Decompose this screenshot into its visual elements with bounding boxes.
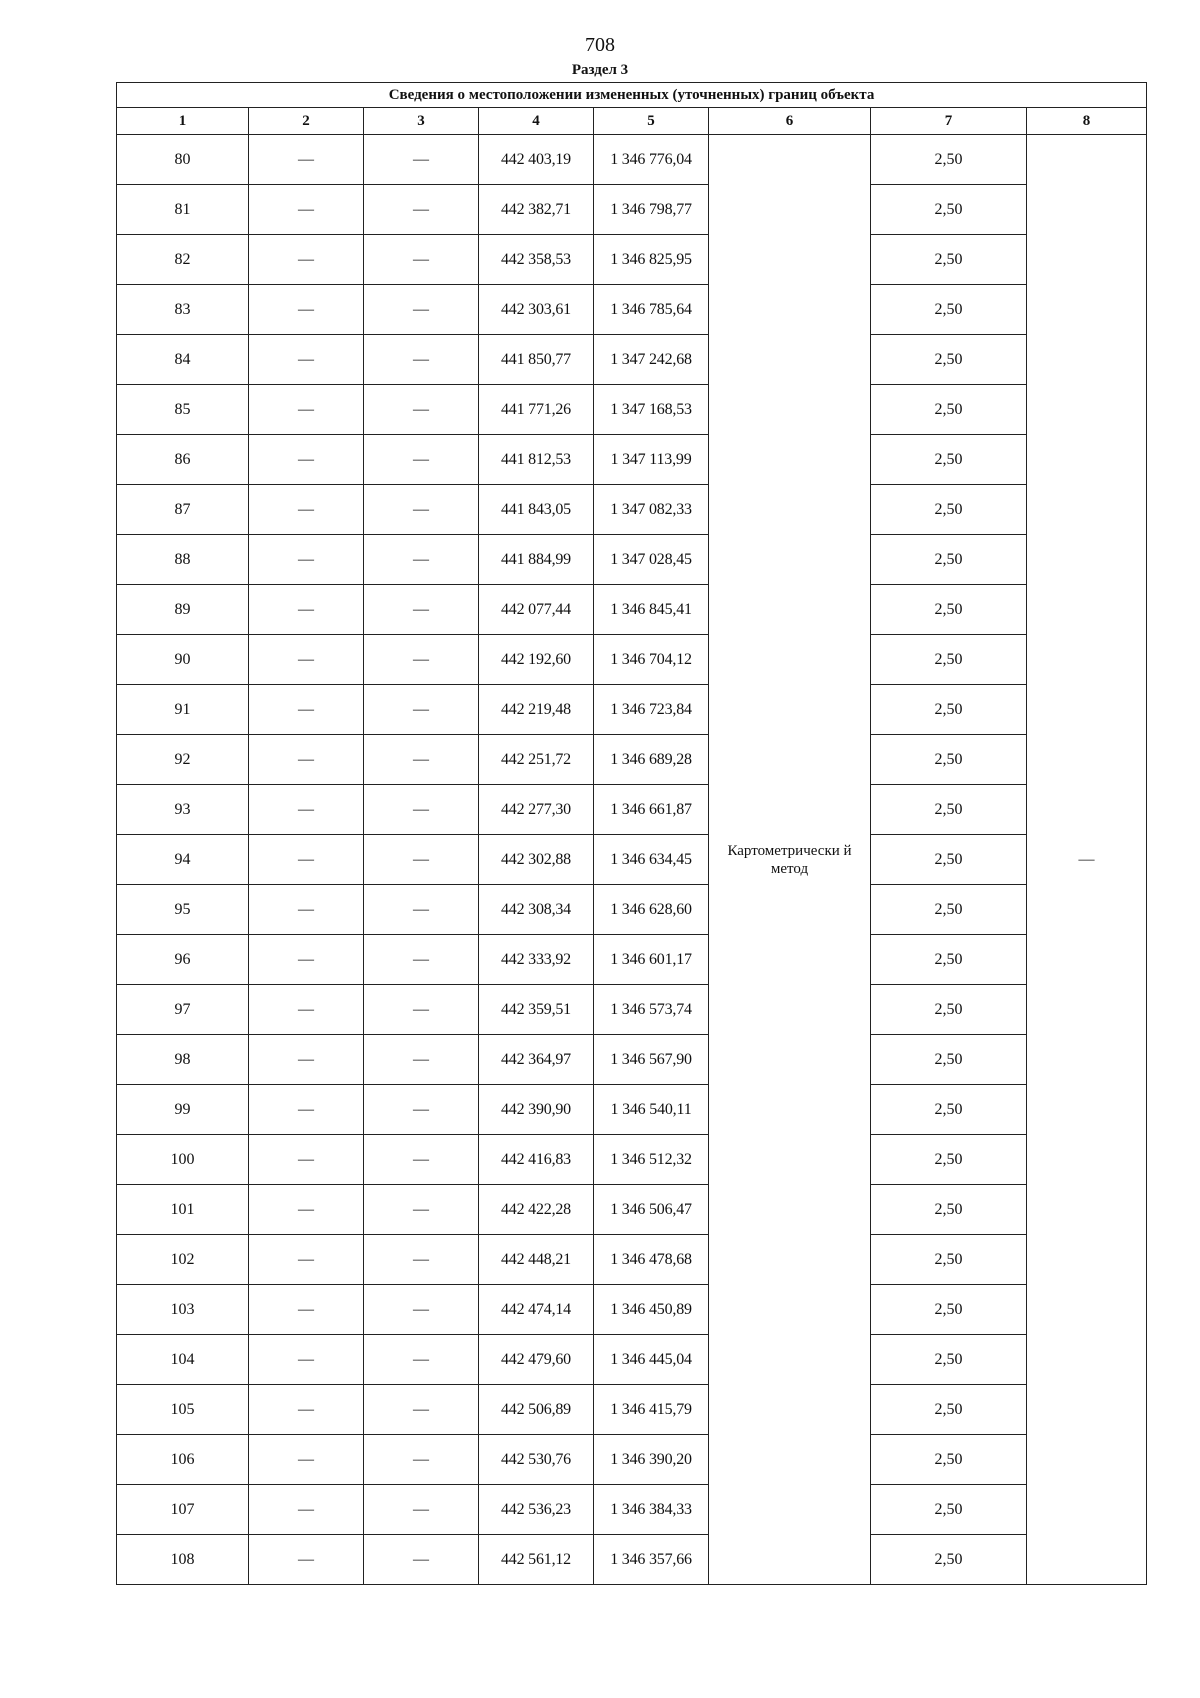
precision-cell: 2,50 bbox=[871, 685, 1027, 735]
precision-cell: 2,50 bbox=[871, 835, 1027, 885]
column-3-cell: — bbox=[364, 1485, 479, 1535]
column-3-cell: — bbox=[364, 385, 479, 435]
precision-cell: 2,50 bbox=[871, 1085, 1027, 1135]
table-row bbox=[117, 1035, 1147, 1085]
column-3-cell: — bbox=[364, 335, 479, 385]
column-3-cell: — bbox=[364, 285, 479, 335]
column-2-cell: — bbox=[249, 485, 364, 535]
point-number-cell: 98 bbox=[117, 1035, 249, 1085]
y-coordinate-cell: 1 346 661,87 bbox=[594, 785, 709, 835]
point-number-cell: 81 bbox=[117, 185, 249, 235]
column-header-3: 3 bbox=[364, 108, 479, 135]
y-coordinate-cell: 1 346 785,64 bbox=[594, 285, 709, 335]
table-row bbox=[117, 285, 1147, 335]
y-coordinate-cell: 1 346 540,11 bbox=[594, 1085, 709, 1135]
column-2-cell: — bbox=[249, 885, 364, 935]
x-coordinate-cell: 442 536,23 bbox=[479, 1485, 594, 1535]
table-row bbox=[117, 385, 1147, 435]
y-coordinate-cell: 1 346 825,95 bbox=[594, 235, 709, 285]
column-2-cell: — bbox=[249, 1435, 364, 1485]
column-2-cell: — bbox=[249, 1485, 364, 1535]
method-cell: Картометрически й метод bbox=[709, 135, 871, 1585]
column-8-cell: — bbox=[1027, 135, 1147, 1585]
column-3-cell: — bbox=[364, 1085, 479, 1135]
point-number-cell: 94 bbox=[117, 835, 249, 885]
x-coordinate-cell: 441 843,05 bbox=[479, 485, 594, 535]
point-number-cell: 92 bbox=[117, 735, 249, 785]
x-coordinate-cell: 442 308,34 bbox=[479, 885, 594, 935]
x-coordinate-cell: 442 219,48 bbox=[479, 685, 594, 735]
x-coordinate-cell: 442 479,60 bbox=[479, 1335, 594, 1385]
column-3-cell: — bbox=[364, 785, 479, 835]
table-row bbox=[117, 1435, 1147, 1485]
table-row bbox=[117, 1485, 1147, 1535]
x-coordinate-cell: 441 850,77 bbox=[479, 335, 594, 385]
point-number-cell: 102 bbox=[117, 1235, 249, 1285]
page-number: 708 bbox=[585, 34, 615, 56]
column-2-cell: — bbox=[249, 1135, 364, 1185]
table-row bbox=[117, 785, 1147, 835]
point-number-cell: 107 bbox=[117, 1485, 249, 1535]
column-3-cell: — bbox=[364, 635, 479, 685]
column-2-cell: — bbox=[249, 335, 364, 385]
x-coordinate-cell: 442 077,44 bbox=[479, 585, 594, 635]
table-row bbox=[117, 885, 1147, 935]
column-2-cell: — bbox=[249, 835, 364, 885]
x-coordinate-cell: 442 277,30 bbox=[479, 785, 594, 835]
column-3-cell: — bbox=[364, 1385, 479, 1435]
column-2-cell: — bbox=[249, 135, 364, 185]
y-coordinate-cell: 1 346 723,84 bbox=[594, 685, 709, 735]
point-number-cell: 88 bbox=[117, 535, 249, 585]
table-row bbox=[117, 1335, 1147, 1385]
column-3-cell: — bbox=[364, 185, 479, 235]
point-number-cell: 95 bbox=[117, 885, 249, 935]
x-coordinate-cell: 442 416,83 bbox=[479, 1135, 594, 1185]
table-row bbox=[117, 335, 1147, 385]
column-header-1: 1 bbox=[117, 108, 249, 135]
table-row bbox=[117, 835, 1147, 885]
column-2-cell: — bbox=[249, 635, 364, 685]
y-coordinate-cell: 1 346 573,74 bbox=[594, 985, 709, 1035]
y-coordinate-cell: 1 346 776,04 bbox=[594, 135, 709, 185]
precision-cell: 2,50 bbox=[871, 1135, 1027, 1185]
table-row bbox=[117, 635, 1147, 685]
column-3-cell: — bbox=[364, 535, 479, 585]
column-3-cell: — bbox=[364, 1035, 479, 1085]
column-header-6: 6 bbox=[709, 108, 871, 135]
point-number-cell: 84 bbox=[117, 335, 249, 385]
table-row bbox=[117, 1085, 1147, 1135]
y-coordinate-cell: 1 346 506,47 bbox=[594, 1185, 709, 1235]
x-coordinate-cell: 442 382,71 bbox=[479, 185, 594, 235]
table-row bbox=[117, 235, 1147, 285]
x-coordinate-cell: 442 561,12 bbox=[479, 1535, 594, 1585]
column-2-cell: — bbox=[249, 385, 364, 435]
point-number-cell: 90 bbox=[117, 635, 249, 685]
column-2-cell: — bbox=[249, 235, 364, 285]
table-row bbox=[117, 735, 1147, 785]
column-2-cell: — bbox=[249, 435, 364, 485]
x-coordinate-cell: 441 771,26 bbox=[479, 385, 594, 435]
point-number-cell: 86 bbox=[117, 435, 249, 485]
column-3-cell: — bbox=[364, 1435, 479, 1485]
point-number-cell: 99 bbox=[117, 1085, 249, 1135]
x-coordinate-cell: 442 364,97 bbox=[479, 1035, 594, 1085]
x-coordinate-cell: 442 403,19 bbox=[479, 135, 594, 185]
table-row bbox=[117, 1235, 1147, 1285]
y-coordinate-cell: 1 346 445,04 bbox=[594, 1335, 709, 1385]
precision-cell: 2,50 bbox=[871, 1335, 1027, 1385]
column-3-cell: — bbox=[364, 685, 479, 735]
column-3-cell: — bbox=[364, 935, 479, 985]
y-coordinate-cell: 1 347 028,45 bbox=[594, 535, 709, 585]
x-coordinate-cell: 442 303,61 bbox=[479, 285, 594, 335]
precision-cell: 2,50 bbox=[871, 1035, 1027, 1085]
column-2-cell: — bbox=[249, 1185, 364, 1235]
column-2-cell: — bbox=[249, 1335, 364, 1385]
column-2-cell: — bbox=[249, 1535, 364, 1585]
y-coordinate-cell: 1 346 845,41 bbox=[594, 585, 709, 635]
table-row bbox=[117, 1185, 1147, 1235]
y-coordinate-cell: 1 346 628,60 bbox=[594, 885, 709, 935]
column-2-cell: — bbox=[249, 185, 364, 235]
precision-cell: 2,50 bbox=[871, 135, 1027, 185]
table-row bbox=[117, 135, 1147, 185]
column-2-cell: — bbox=[249, 935, 364, 985]
section-title: Раздел 3 bbox=[571, 62, 629, 78]
precision-cell: 2,50 bbox=[871, 285, 1027, 335]
x-coordinate-cell: 442 530,76 bbox=[479, 1435, 594, 1485]
y-coordinate-cell: 1 347 113,99 bbox=[594, 435, 709, 485]
boundary-table bbox=[116, 82, 1147, 1585]
y-coordinate-cell: 1 347 242,68 bbox=[594, 335, 709, 385]
table-row bbox=[117, 1285, 1147, 1335]
y-coordinate-cell: 1 347 082,33 bbox=[594, 485, 709, 535]
y-coordinate-cell: 1 346 478,68 bbox=[594, 1235, 709, 1285]
column-3-cell: — bbox=[364, 835, 479, 885]
x-coordinate-cell: 442 192,60 bbox=[479, 635, 594, 685]
x-coordinate-cell: 442 251,72 bbox=[479, 735, 594, 785]
table-row bbox=[117, 935, 1147, 985]
precision-cell: 2,50 bbox=[871, 1485, 1027, 1535]
table-row bbox=[117, 535, 1147, 585]
table-row bbox=[117, 685, 1147, 735]
x-coordinate-cell: 442 474,14 bbox=[479, 1285, 594, 1335]
precision-cell: 2,50 bbox=[871, 485, 1027, 535]
y-coordinate-cell: 1 346 567,90 bbox=[594, 1035, 709, 1085]
column-header-4: 4 bbox=[479, 108, 594, 135]
point-number-cell: 104 bbox=[117, 1335, 249, 1385]
x-coordinate-cell: 442 302,88 bbox=[479, 835, 594, 885]
precision-cell: 2,50 bbox=[871, 735, 1027, 785]
column-3-cell: — bbox=[364, 485, 479, 535]
x-coordinate-cell: 441 884,99 bbox=[479, 535, 594, 585]
column-header-5: 5 bbox=[594, 108, 709, 135]
precision-cell: 2,50 bbox=[871, 435, 1027, 485]
table-row bbox=[117, 1135, 1147, 1185]
point-number-cell: 108 bbox=[117, 1535, 249, 1585]
x-coordinate-cell: 442 359,51 bbox=[479, 985, 594, 1035]
y-coordinate-cell: 1 346 512,32 bbox=[594, 1135, 709, 1185]
table-row bbox=[117, 185, 1147, 235]
precision-cell: 2,50 bbox=[871, 1185, 1027, 1235]
x-coordinate-cell: 441 812,53 bbox=[479, 435, 594, 485]
table-row bbox=[117, 985, 1147, 1035]
table-row bbox=[117, 585, 1147, 635]
point-number-cell: 91 bbox=[117, 685, 249, 735]
point-number-cell: 100 bbox=[117, 1135, 249, 1185]
point-number-cell: 96 bbox=[117, 935, 249, 985]
column-3-cell: — bbox=[364, 885, 479, 935]
column-2-cell: — bbox=[249, 1285, 364, 1335]
column-2-cell: — bbox=[249, 985, 364, 1035]
precision-cell: 2,50 bbox=[871, 935, 1027, 985]
precision-cell: 2,50 bbox=[871, 1385, 1027, 1435]
precision-cell: 2,50 bbox=[871, 985, 1027, 1035]
table-row bbox=[117, 485, 1147, 535]
y-coordinate-cell: 1 346 634,45 bbox=[594, 835, 709, 885]
y-coordinate-cell: 1 347 168,53 bbox=[594, 385, 709, 435]
column-2-cell: — bbox=[249, 685, 364, 735]
column-3-cell: — bbox=[364, 1185, 479, 1235]
x-coordinate-cell: 442 448,21 bbox=[479, 1235, 594, 1285]
point-number-cell: 80 bbox=[117, 135, 249, 185]
table-row bbox=[117, 1535, 1147, 1585]
point-number-cell: 85 bbox=[117, 385, 249, 435]
column-3-cell: — bbox=[364, 585, 479, 635]
column-3-cell: — bbox=[364, 1285, 479, 1335]
precision-cell: 2,50 bbox=[871, 1535, 1027, 1585]
y-coordinate-cell: 1 346 415,79 bbox=[594, 1385, 709, 1435]
point-number-cell: 93 bbox=[117, 785, 249, 835]
column-2-cell: — bbox=[249, 585, 364, 635]
x-coordinate-cell: 442 390,90 bbox=[479, 1085, 594, 1135]
x-coordinate-cell: 442 358,53 bbox=[479, 235, 594, 285]
column-3-cell: — bbox=[364, 235, 479, 285]
x-coordinate-cell: 442 422,28 bbox=[479, 1185, 594, 1235]
precision-cell: 2,50 bbox=[871, 1285, 1027, 1335]
point-number-cell: 103 bbox=[117, 1285, 249, 1335]
column-header-2: 2 bbox=[249, 108, 364, 135]
column-2-cell: — bbox=[249, 535, 364, 585]
precision-cell: 2,50 bbox=[871, 885, 1027, 935]
column-3-cell: — bbox=[364, 1235, 479, 1285]
y-coordinate-cell: 1 346 798,77 bbox=[594, 185, 709, 235]
column-3-cell: — bbox=[364, 135, 479, 185]
precision-cell: 2,50 bbox=[871, 785, 1027, 835]
column-header-8: 8 bbox=[1027, 108, 1147, 135]
x-coordinate-cell: 442 506,89 bbox=[479, 1385, 594, 1435]
y-coordinate-cell: 1 346 357,66 bbox=[594, 1535, 709, 1585]
precision-cell: 2,50 bbox=[871, 1235, 1027, 1285]
point-number-cell: 82 bbox=[117, 235, 249, 285]
point-number-cell: 105 bbox=[117, 1385, 249, 1435]
y-coordinate-cell: 1 346 689,28 bbox=[594, 735, 709, 785]
x-coordinate-cell: 442 333,92 bbox=[479, 935, 594, 985]
table-row bbox=[117, 435, 1147, 485]
point-number-cell: 89 bbox=[117, 585, 249, 635]
column-3-cell: — bbox=[364, 735, 479, 785]
point-number-cell: 106 bbox=[117, 1435, 249, 1485]
column-2-cell: — bbox=[249, 1035, 364, 1085]
column-3-cell: — bbox=[364, 985, 479, 1035]
precision-cell: 2,50 bbox=[871, 185, 1027, 235]
column-3-cell: — bbox=[364, 1335, 479, 1385]
column-2-cell: — bbox=[249, 735, 364, 785]
precision-cell: 2,50 bbox=[871, 635, 1027, 685]
column-2-cell: — bbox=[249, 785, 364, 835]
precision-cell: 2,50 bbox=[871, 535, 1027, 585]
y-coordinate-cell: 1 346 704,12 bbox=[594, 635, 709, 685]
precision-cell: 2,50 bbox=[871, 385, 1027, 435]
point-number-cell: 97 bbox=[117, 985, 249, 1035]
column-2-cell: — bbox=[249, 285, 364, 335]
column-3-cell: — bbox=[364, 435, 479, 485]
precision-cell: 2,50 bbox=[871, 585, 1027, 635]
precision-cell: 2,50 bbox=[871, 235, 1027, 285]
table-row bbox=[117, 1385, 1147, 1435]
precision-cell: 2,50 bbox=[871, 1435, 1027, 1485]
column-header-7: 7 bbox=[871, 108, 1027, 135]
column-2-cell: — bbox=[249, 1385, 364, 1435]
column-3-cell: — bbox=[364, 1135, 479, 1185]
column-2-cell: — bbox=[249, 1085, 364, 1135]
y-coordinate-cell: 1 346 450,89 bbox=[594, 1285, 709, 1335]
point-number-cell: 87 bbox=[117, 485, 249, 535]
point-number-cell: 83 bbox=[117, 285, 249, 335]
table-caption: Сведения о местоположении измененных (уточненных) границ объекта bbox=[117, 83, 1147, 108]
y-coordinate-cell: 1 346 390,20 bbox=[594, 1435, 709, 1485]
precision-cell: 2,50 bbox=[871, 335, 1027, 385]
point-number-cell: 101 bbox=[117, 1185, 249, 1235]
column-3-cell: — bbox=[364, 1535, 479, 1585]
y-coordinate-cell: 1 346 384,33 bbox=[594, 1485, 709, 1535]
y-coordinate-cell: 1 346 601,17 bbox=[594, 935, 709, 985]
column-2-cell: — bbox=[249, 1235, 364, 1285]
